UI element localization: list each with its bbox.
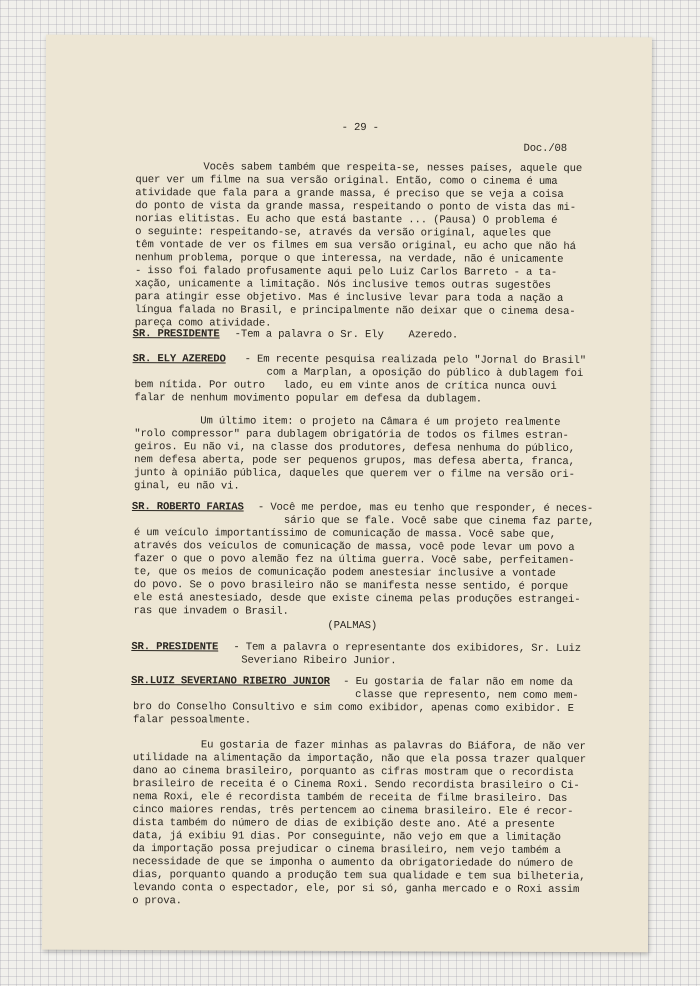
text-line: cinco maiores rendas, três pertencem ao cinema brasileiro. Ele é recor- [132,804,574,818]
text-line: "rolo compressor" para dublagem obrigatória de todos os filmes estran- [134,428,569,442]
text-line: sário que se fale. Você sabe que cinema faz parte, [283,514,595,529]
text-line: da importação possa prejudicar o cinema brasileiro, nem vejo também a [132,843,561,857]
text-line: - isso foi falado profusamente aqui pelo Luiz Carlos Barreto - a ta- [134,265,558,279]
text-line: dano ao cinema brasileiro, porquanto as cifras mostram que o recordista [132,765,574,779]
text-line: nema Roxi, ele é recordista também de receita de filme brasileiro. Das [132,791,568,805]
text-line: ras que invadem o Brasil. [133,605,289,618]
text-line: Vocês sabem também que respeita-se, nesses países, aquele que [203,161,583,176]
text-line: classe que represento, nem como mem- [355,689,579,703]
text-line: Eu gostaria de fazer minhas as palavras do Biáfora, de não ver [200,739,586,754]
page-number: - 29 - [341,121,379,135]
applause-note: (PALMAS) [327,619,378,633]
text-line: ele está anestesiado, desde que existe cinema pelas produções estrangei- [133,592,581,607]
text-line: Severiano Ribeiro Junior. [241,654,397,668]
text-line: o seguinte: respeitando-se, através da versão original, aqueles que [135,226,552,240]
text-line: falar de nenhum movimento popular em defesa da dublagem. [134,392,483,406]
text-line: língua falada no Brasil, e principalmente não deixar que o cinema desa- [134,304,576,318]
text-line: com a Marplan, a oposição do público à dublagem foi [266,366,584,381]
text-line: falar pessoalmente. [132,714,251,727]
text-line: é um veículo importantíssimo de comunicação de massa. Você sabe que, [133,527,556,541]
text-line: levando conta o espectador, ele, por si só, ganha mercado e o Roxi assim [132,882,580,897]
text-line: - Tem a palavra o representante dos exibidores, Sr. Luiz [233,641,581,656]
text-line: bem nítida. Por outro lado, eu em vinte anos de crítica nunca ouvi [134,379,557,393]
text-line: necessidade de que se imponha o aumento da obrigatoriedade do número de [132,856,574,870]
text-line: para atingir esse objetivo. Mas é inclusive levar para toda a nação a [134,291,564,305]
text-line: pareça como atividade. [134,317,272,330]
text-line: ginal, eu não vi. [134,480,240,493]
text-line: -Tem a palavra o Sr. Ely Azeredo. [234,328,459,342]
text-line: brasileiro de receita é o Cinema Roxi. Sendo recordista brasileiro o Ci- [132,778,580,793]
text-line: Um último item: o projeto na Câmara é um projeto realmente [200,415,561,429]
text-line: dias, porquanto quando a produção tem sua qualidade e tem sua bilheteria, [132,869,586,884]
text-line: dista também do número de dias de exibição deste ano. Até a presente [132,817,555,831]
text-line: fazer o que o povo alemão fez na última guerra. Você sabe, perfeitamen- [133,553,575,567]
speaker-name: SR. PRESIDENTE [132,328,220,341]
text-line: atividade que fala para a grande massa, é preciso que se veja a coisa [135,187,564,201]
doc-reference: Doc./08 [523,142,567,155]
text-line: - Em recente pesquisa realizada pelo "Jornal do Brasil" [244,353,587,368]
text-line: - Você me perdoe, mas eu tenho que responder, é neces- [257,501,594,516]
text-line: utilidade na alimentação da importação, não que ela possa trazer qualquer [132,752,587,767]
speaker-name: SR. ROBERTO FARIAS [131,501,244,514]
text-line: bro do Conselho Consultivo e sim como exibidor, apenas como exibidor. E [133,701,574,715]
text-line: norias elitistas. Eu acho que está bastante ... (Pausa) O problema é [135,213,558,227]
text-line: geiros. Eu não vi, na classe dos produtores, defesa nenhuma do público, [134,441,575,455]
text-line: te, que os meios de comunicação podem anestesiar inclusive a vontade [133,566,556,580]
text-line: xação, unicamente a limitação. Nós inclusive temos outras sugestões [134,278,551,292]
text-line: - Eu gostaria de falar não em nome da [343,675,573,689]
text-line: do ponto de vista da grande massa, respeitando o ponto de vista das mi- [135,200,576,214]
speaker-name: SR. ELY AZEREDO [132,353,226,366]
text-line: data, já exibiu 91 dias. Por conseguinte, não vejo em que a limitação [132,830,561,844]
text-line: do povo. Se o povo brasileiro não se manifesta nesse sentido, é porque [133,579,569,593]
text-line: através dos veículos de comunicação de massa, você pode levar um povo a [133,540,575,554]
typewritten-page [42,35,652,953]
speaker-name: SR.LUIZ SEVERIANO RIBEIRO JUNIOR [131,675,330,688]
text-line: têm vontade de ver os filmes em sua versão original, eu acho que não há [135,239,576,253]
text-line: junto à opinião pública, daqueles que querem ver o filme na versão ori- [134,467,575,481]
text-line: nem defesa aberta, pode ser pequenos grupos, mas defesa aberta, franca, [134,454,575,468]
text-line: quer ver um filme na sua versão original. Então, como o cinema é uma [135,174,558,188]
speaker-name: SR. PRESIDENTE [131,641,219,654]
text-line: nenhum problema, porque o que interessa, na verdade, não é unicamente [134,252,564,266]
text-line: o prova. [132,895,182,908]
